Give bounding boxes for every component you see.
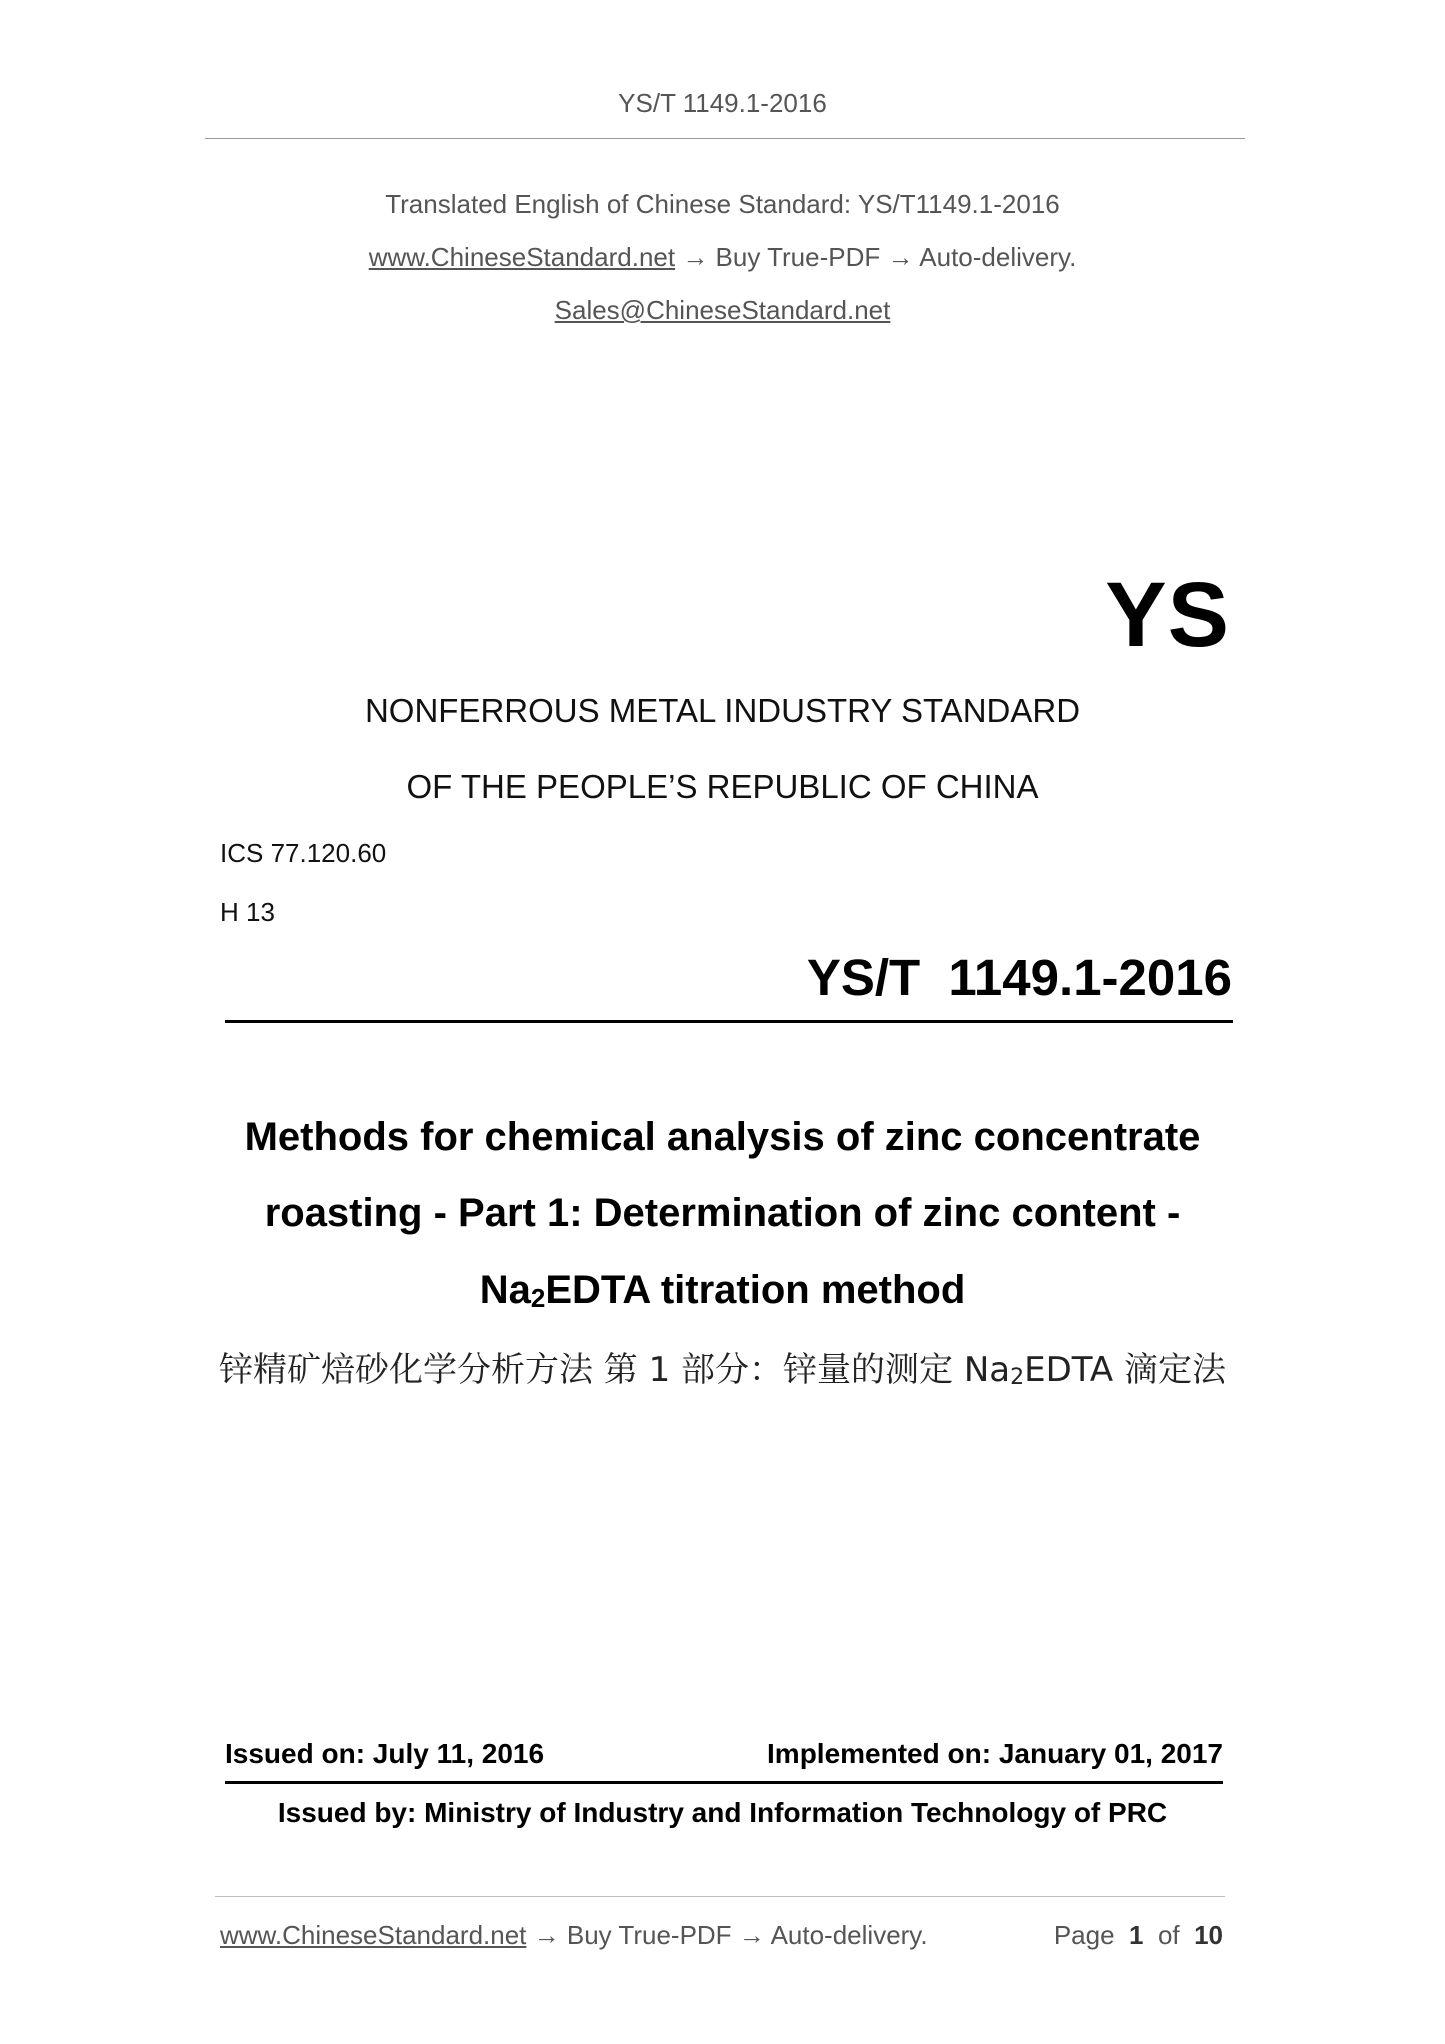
- page-total: 10: [1194, 1920, 1223, 1950]
- ics-code: ICS 77.120.60: [220, 838, 387, 868]
- org-name-line1: NONFERROUS METAL INDUSTRY STANDARD: [364, 692, 1081, 729]
- page-of-label: of: [1157, 1920, 1180, 1950]
- ys-logo: YS: [1105, 564, 1230, 666]
- title-line3: [0, 1268, 1445, 1314]
- running-header-code: YS/T 1149.1-2016: [618, 88, 827, 118]
- title-line1: Methods for chemical analysis of zinc concentrate: [244, 1115, 1201, 1159]
- header-divider: [205, 138, 1245, 139]
- footer-site-link[interactable]: www.ChineseStandard.net: [220, 1920, 527, 1950]
- purchase-text: → Buy True-PDF → Auto-delivery.: [675, 242, 1077, 272]
- translation-notice: Translated English of Chinese Standard: YS/T1149.1-2016: [385, 189, 1060, 219]
- chinese-title-subscript: 2: [1010, 1365, 1025, 1390]
- implemented-on-date: Implemented on: January 01, 2017: [767, 1738, 1223, 1769]
- purchase-line: [0, 242, 1445, 273]
- title-line3-prefix: Na: [479, 1268, 531, 1312]
- ccs-code: H 13: [220, 897, 275, 927]
- standard-number-rule: [225, 1020, 1233, 1023]
- org-name-line2: OF THE PEOPLE’S REPUBLIC OF CHINA: [406, 768, 1039, 805]
- page-current: 1: [1129, 1920, 1144, 1950]
- standard-number: YS/T 1149.1-2016: [806, 949, 1232, 1006]
- page-indicator: [1054, 1920, 1223, 1951]
- footer-purchase-line: [220, 1920, 928, 1951]
- email-line: [0, 295, 1445, 326]
- page-label: Page: [1053, 1920, 1115, 1950]
- sales-email-link[interactable]: Sales@ChineseStandard.net: [554, 295, 891, 325]
- title-line2: roasting - Part 1: Determination of zinc content -: [264, 1191, 1181, 1235]
- issuing-authority: Issued by: Ministry of Industry and Information Technology of PRC: [277, 1797, 1168, 1828]
- issued-on-date: Issued on: July 11, 2016: [225, 1738, 545, 1769]
- chinese-title-suffix: EDTA 滴定法: [1024, 1350, 1226, 1390]
- chinese-title: [0, 1342, 1445, 1391]
- dates-divider: [225, 1781, 1223, 1784]
- footer-purchase-text: → Buy True-PDF → Auto-delivery.: [526, 1920, 928, 1950]
- footer-divider: [215, 1896, 1225, 1897]
- chinese-title-prefix: 锌精矿焙砂化学分析方法 第 1 部分：锌量的测定 Na: [219, 1350, 1011, 1390]
- title-line3-suffix: EDTA titration method: [545, 1268, 966, 1312]
- site-link[interactable]: www.ChineseStandard.net: [368, 242, 676, 272]
- title-line3-subscript: 2: [530, 1283, 546, 1313]
